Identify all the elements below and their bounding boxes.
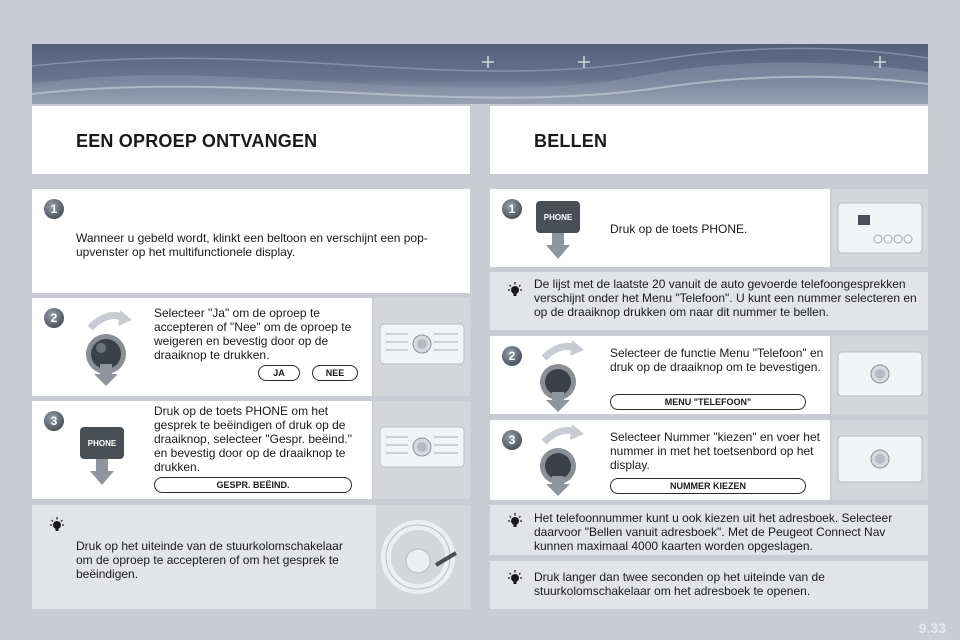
radio-unit-icon xyxy=(374,401,470,499)
left-step2-card xyxy=(32,298,372,396)
page-number: 9.33 xyxy=(918,620,946,636)
rotary-knob-icon xyxy=(80,306,140,388)
radio-unit-image xyxy=(832,420,928,500)
right-tip3-text: Druk langer dan twee seconden op het uiteinde van de stuurkolomschakelaar om het adresboek te openen. xyxy=(534,570,825,598)
left-step3-card xyxy=(32,401,372,499)
right-section-title: BELLEN xyxy=(534,131,608,151)
lightbulb-icon xyxy=(506,282,524,300)
right-step2-card xyxy=(490,336,830,414)
svg-text:PHONE: PHONE xyxy=(543,213,573,222)
right-step2-text: Selecteer de functie Menu "Telefoon" en druk op de draaiknop om te bevestigen. xyxy=(610,346,824,374)
step-number: 2 xyxy=(44,308,64,328)
radio-unit-icon xyxy=(832,336,928,414)
radio-unit-icon xyxy=(374,298,470,396)
rotary-knob-icon xyxy=(534,422,590,498)
right-step1-text: Druk op de toets PHONE. xyxy=(610,222,748,236)
right-step1-card xyxy=(490,189,830,267)
left-step3-text: Druk op de toets PHONE om het gesprek te beëindigen of druk op de draaiknop, selecteer "Gespr. beëind." en bevestig door op de draaiknop te drukken. xyxy=(154,404,352,474)
right-tip1-text: De lijst met de laatste 20 vanuit de auto gevoerde telefoongesprekken verschijnt onder het Menu "Telefoon". U kunt een nummer selecteren en op de draaiknop drukken om naar dit nummer te bellen. xyxy=(534,277,917,319)
phone-key-icon xyxy=(534,199,584,263)
lightbulb-icon xyxy=(506,513,524,531)
radio-unit-image xyxy=(374,298,470,396)
step-number: 3 xyxy=(502,430,522,450)
step-number: 1 xyxy=(502,199,522,219)
right-section-header xyxy=(490,106,928,174)
right-tip2-text: Het telefoonnummer kunt u ook kiezen uit het adresboek. Selecteer daarvoor "Bellen vanuit adresboek". Met de Peugeot Connect Nav kunnen maximaal 4000 kaarten worden opgeslagen. xyxy=(534,511,893,553)
steering-wheel-icon xyxy=(376,505,470,609)
right-tip2-card xyxy=(490,505,928,555)
left-step1-card xyxy=(32,189,470,293)
radio-unit-image xyxy=(832,189,928,267)
right-tip3-card xyxy=(490,561,928,609)
left-step1-text: Wanneer u gebeld wordt, klinkt een beltoon en verschijnt een pop-upvenster op het multifunctionele display. xyxy=(76,231,428,259)
left-tip-card xyxy=(32,505,376,609)
svg-text:PHONE: PHONE xyxy=(87,439,117,448)
left-tip-text: Druk op het uiteinde van de stuurkolomschakelaar om de oproep te accepteren of om het gesprek te beëindigen. xyxy=(76,539,343,581)
menu-telefoon-button[interactable]: MENU "TELEFOON" xyxy=(610,394,806,410)
radio-unit-image xyxy=(374,401,470,499)
end-call-button[interactable]: GESPR. BEËIND. xyxy=(154,477,352,493)
header-banner xyxy=(32,44,928,104)
step-number: 1 xyxy=(44,199,64,219)
step-number: 3 xyxy=(44,411,64,431)
radio-unit-icon xyxy=(832,420,928,500)
right-tip1-card xyxy=(490,272,928,330)
steering-wheel-image xyxy=(376,505,470,609)
no-button[interactable]: NEE xyxy=(312,365,358,381)
right-step3-text: Selecteer Nummer "kiezen" en voer het nummer in met het toetsenbord op het display. xyxy=(610,430,820,472)
step-number: 2 xyxy=(502,346,522,366)
right-step3-card xyxy=(490,420,830,500)
radio-unit-icon xyxy=(832,189,928,267)
lightbulb-icon xyxy=(506,570,524,588)
radio-unit-image xyxy=(832,336,928,414)
left-section-header xyxy=(32,106,470,174)
nummer-kiezen-button[interactable]: NUMMER KIEZEN xyxy=(610,478,806,494)
rotary-knob-icon xyxy=(534,338,590,414)
lightbulb-icon xyxy=(48,517,66,535)
left-step2-text: Selecteer "Ja" om de oproep te accepteren of "Nee" om de oproep te weigeren en bevestig door op de draaiknop te drukken. xyxy=(154,306,352,362)
left-section-title: EEN OPROEP ONTVANGEN xyxy=(76,131,318,151)
yes-button[interactable]: JA xyxy=(258,365,300,381)
phone-key-icon xyxy=(78,425,128,489)
